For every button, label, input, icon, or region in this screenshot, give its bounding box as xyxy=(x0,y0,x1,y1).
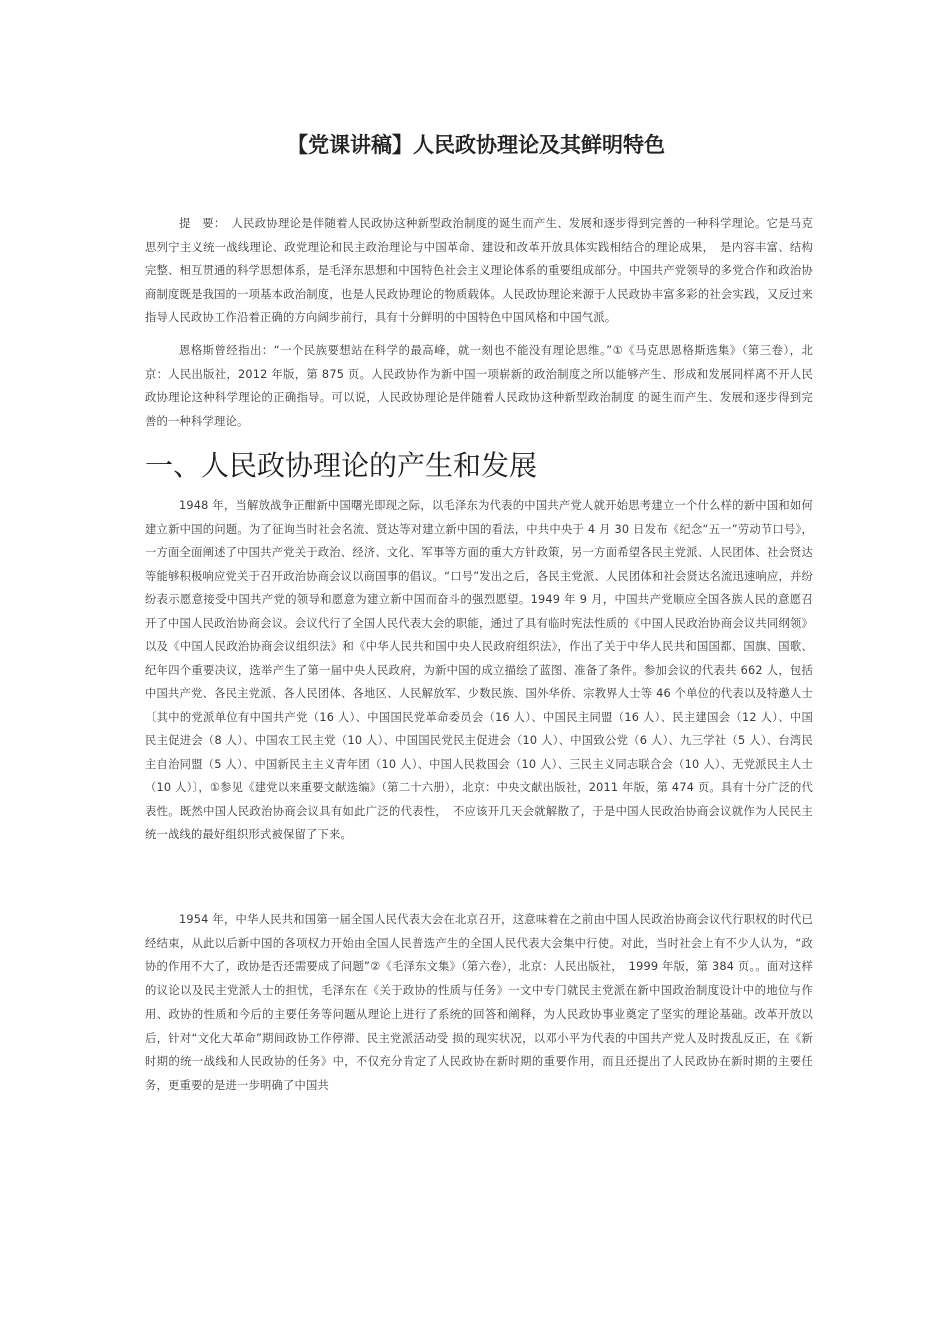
body-paragraph-1954: 1954 年，中华人民共和国第一届全国人民代表大会在北京召开，这意味着在之前由中国人民政治协商会议代行职权的时代已经结束，从此以后新中国的各项权力开始由全国人民普选产生的全国人民代表大会集中行使。对此，当时社会上有不少人认为，“政协的作用不大了，政协是否还需要成了问题”②《毛泽东文集》（第六卷），北京：人民出版社， 1999 年版，第 384 页。。面对这样的议论以及民主党派人士的担忧，毛泽东在《关于政协的性质与任务》一文中专门就民主党派在新中国政治制度设计中的地位与作用、政协的性质和今后的主要任务等问题从理论上进行了系统的回答和阐释，为人民政协事业奠定了坚实的理论基础。改革开放以后，针对“文化大革命”期间政协工作停滞、民主党派活动受 损的现实状况，以邓小平为代表的中国共产党人及时拨乱反正，在《新时期的统一战线和人民政协的任务》中，不仅充分肯定了人民政协在新时期的重要作用，而且还提出了人民政协在新时期的主要任务，更重要的是进一步明确了中国共 xyxy=(145,913,813,1092)
section-heading: 一、人民政协理论的产生和发展 xyxy=(145,449,538,482)
body-paragraph-1948: 1948 年，当解放战争正酣新中国曙光即现之际，以毛泽东为代表的中国共产党人就开始思考建立一个什么样的新中国和如何建立新中国的问题。为了征询当时社会名流、贤达等对建立新中国的看法，中共中央于 4 月 30 日发布《纪念“五一”劳动节口号》，一方面全面阐述了中国共产党关于政治、经济、文化、军事等方面的重大方针政策，另一方面希望各民主党派、人民团体、社会贤达等能够积极响应党关于召开政治协商会议以商国事的倡议。“口号”发出之后，各民主党派、人民团体和社会贤达名流迅速响应，并纷纷表示愿意接受中国共产党的领导和愿意为建立新中国而奋斗的强烈愿望。1949 年 9 月，中国共产党顺应全国各族人民的意愿召开了中国人民政治协商会议。会议代行了全国人民代表大会的职能，通过了具有临时宪法性质的《中国人民政治协商会议共同纲领》以及《中国人民政治协商会议组织法》和《中华人民共和国中央人民政府组织法》，作出了关于中华人民共和国国都、国旗、国歌、纪年四个重要决议，选举产生了第一届中央人民政府，为新中国的成立描绘了蓝图、准备了条件。参加会议的代表共 662 人，包括中国共产党、各民主党派、各人民团体、各地区、人民解放军、少数民族、国外华侨、宗教界人士等 46 个单位的代表以及特邀人士〔其中的党派单位有中国共产党（16 人）、中国国民党革命委员会（16 人）、中国民主同盟（16 人）、民主建国会（12 人）、中国民主促进会（8 人）、中国农工民主党（10 人）、中国国民党民主促进会（10 人）、中国致公党（6 人）、九三学社（5 人）、台湾民主自治同盟（5 人）、中国新民主主义青年团（10 人）、中国人民救国会（10 人）、三民主义同志联合会（10 人）、无党派民主人士（10 人）〕，①参见《建党以来重要文献选编》（第二十六册），北京：中央文献出版社，2011 年版，第 474 页。具有十分广泛的代表性。既然中国人民政治协商会议具有如此广泛的代表性， 不应该开几天会就解散了，于是中国人民政治协商会议就作为人民民主统一战线的最好组织形式被保留了下来。 xyxy=(145,499,813,841)
intro-paragraph: 恩格斯曾经指出：“一个民族要想站在科学的最高峰，就一刻也不能没有理论思维。”①《马克思恩格斯选集》（第三卷），北京：人民出版社，2012 年版，第 875 页。人民政协作为新中国一项崭新的政治制度之所以能够产生、形成和发展同样离不开人民政协理论这种科学理论的正确指导。可以说，人民政协理论是伴随着人民政协这种新型政治制度 的诞生而产生、发展和逐步得到完善的一种科学理论。 xyxy=(145,344,813,428)
document-title: 【党课讲稿】人民政协理论及其鲜明特色 xyxy=(287,133,665,157)
abstract-paragraph: 提 要： 人民政协理论是伴随着人民政协这种新型政治制度的诞生而产生、发展和逐步得到完善的一种科学理论。它是马克思列宁主义统一战线理论、政党理论和民主政治理论与中国革命、建设和改革开放具体实践相结合的理论成果， 是内容丰富、结构完整、相互贯通的科学思想体系，是毛泽东思想和中国特色社会主义理论体系的重要组成部分。中国共产党领导的多党合作和政治协商制度既是我国的一项基本政治制度，也是人民政协理论的物质载体。人民政协理论来源于人民政协丰富多彩的社会实践，又反过来指导人民政协工作沿着正确的方向阔步前行，具有十分鲜明的中国特色中国风格和中国气派。 xyxy=(145,217,813,325)
